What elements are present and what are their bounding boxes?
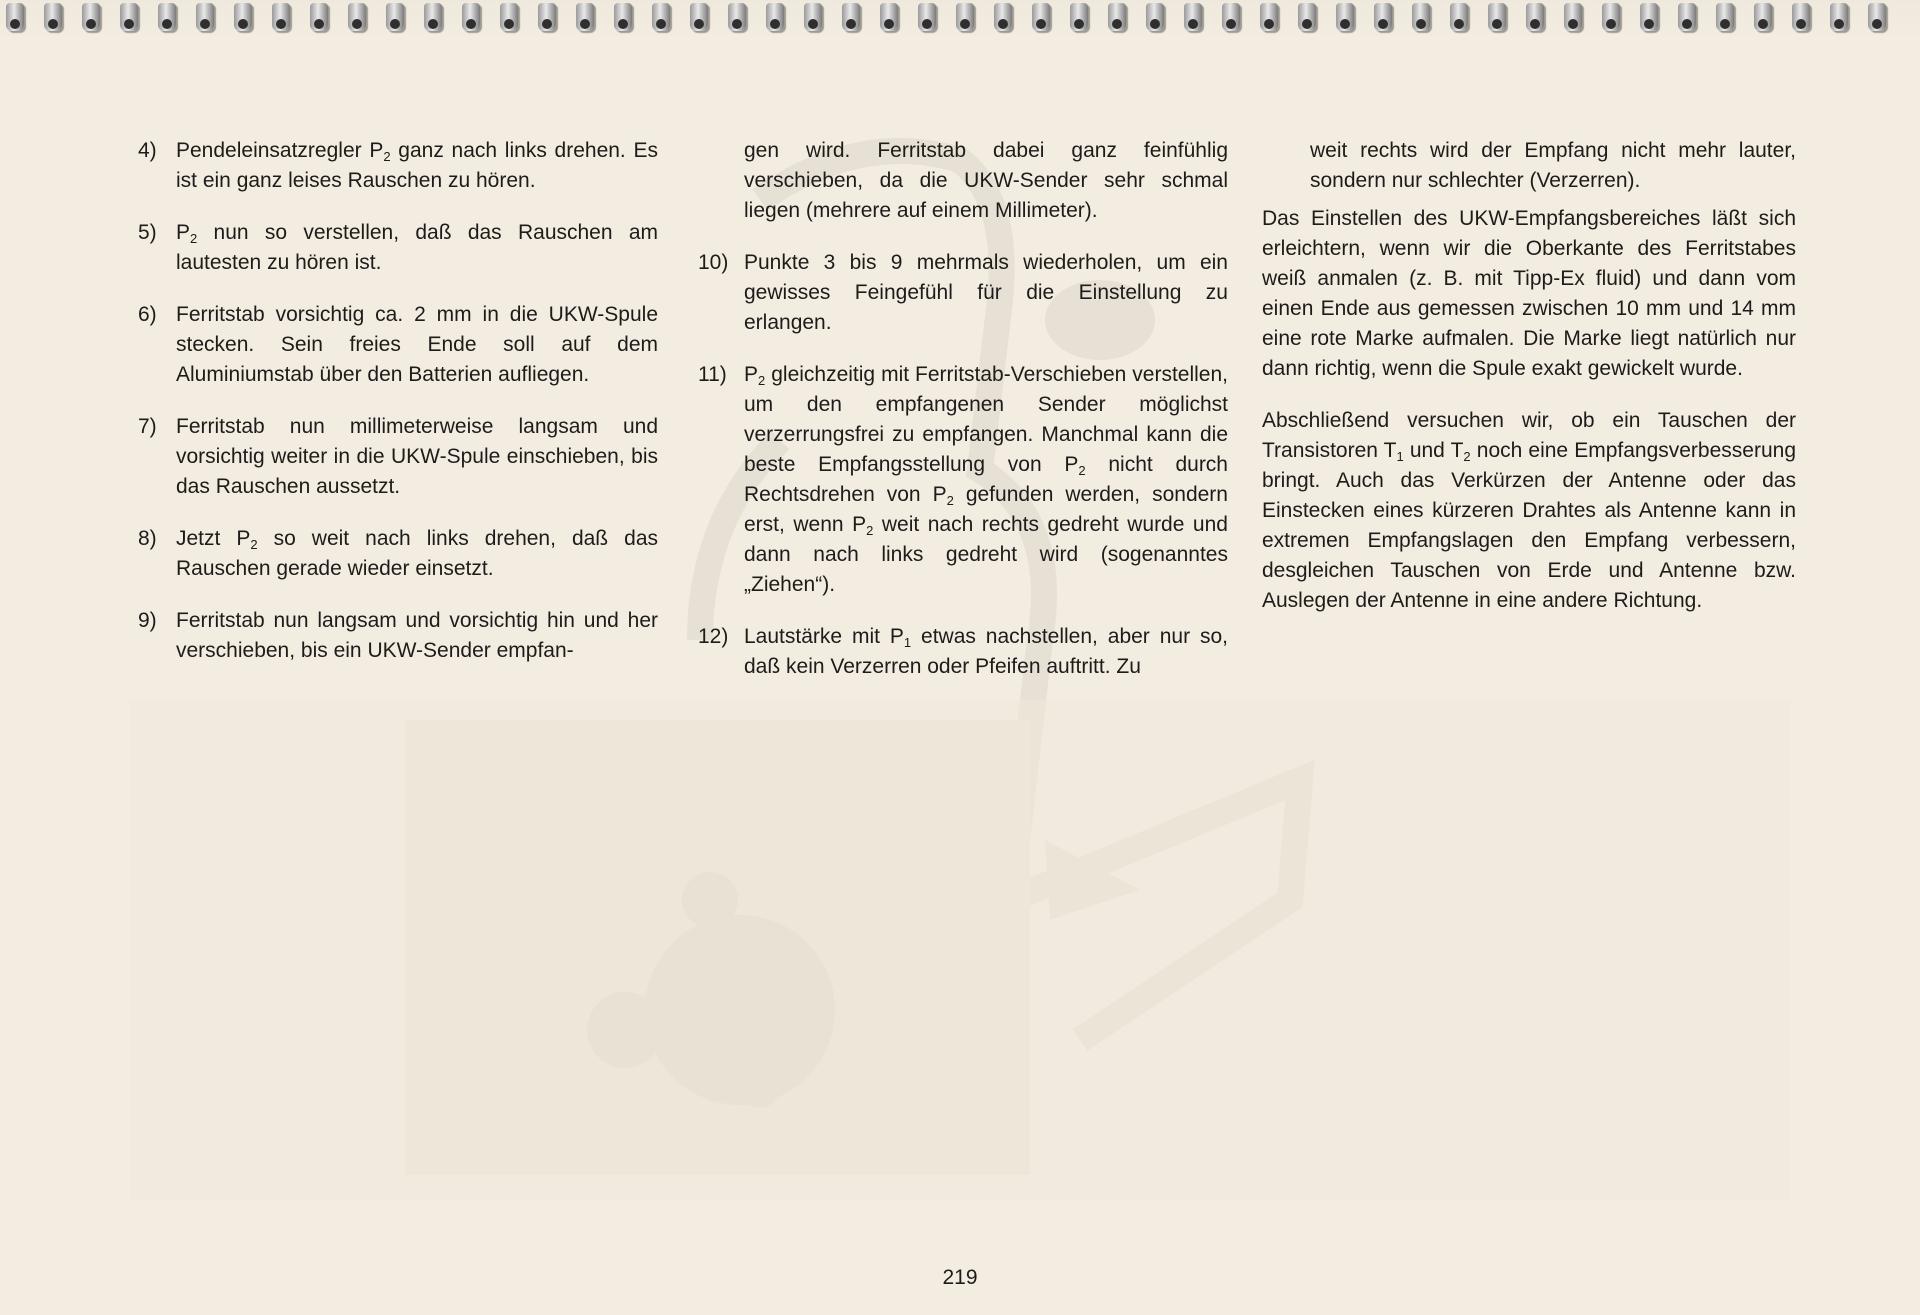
step-number: 10) xyxy=(698,251,729,274)
step-text: $P_2$ nun so verstellen, daß das Rauschen am lautesten zu hören ist. xyxy=(176,221,658,274)
page-number: 219 xyxy=(942,1266,978,1289)
step-number: 9) xyxy=(138,609,157,632)
step-text: Lautstärke mit $P_1$ etwas nachstellen, aber nur so, daß kein Verzerren oder Pfeifen auftritt. Zu xyxy=(744,625,1228,678)
step-number: 5) xyxy=(138,221,157,244)
paragraph-conclusion: Abschließend versuchen wir, ob ein Tauschen der Transistoren $T_1$ und $T_2$ noch eine Empfangsverbesserung bringt. Auch das Verkürzen der Antenne oder das Einstecken eines kürzeren Drahtes als Antenne kann in extremen Empfangslagen den Empfang verbessern, desgleichen Tauschen von Erde und Antenne bzw. Auslegen der Antenne in eine andere Richtung. xyxy=(1262,409,1796,612)
step-8 xyxy=(138,524,658,584)
step-number: 6) xyxy=(138,303,157,326)
step-number: 11) xyxy=(698,363,727,386)
step-number: 8) xyxy=(138,527,157,550)
step-number: 7) xyxy=(138,415,157,438)
step-number: 4) xyxy=(138,139,157,162)
paragraph-ukw-range: Das Einstellen des UKW-Empfangsbereiches läßt sich erleichtern, wenn wir die Oberkante des Ferritstabes weiß anmalen (z. B. mit Tipp-Ex fluid) und dann vom einen Ende aus gemessen zwischen 10 mm und 14 mm eine rote Marke aufmalen. Die Marke liegt natürlich nur dann richtig, wenn die Spule exakt gewickelt wurde. xyxy=(1262,207,1796,380)
step-9 xyxy=(138,606,658,666)
column-3 xyxy=(1262,136,1796,638)
step-10 xyxy=(698,248,1228,338)
step-11 xyxy=(698,360,1228,600)
step-12 xyxy=(698,622,1228,682)
step-text: $P_2$ gleichzeitig mit Ferritstab-Verschieben verstellen, um den empfangenen Sender möglichst verzerrungsfrei zu empfangen. Manchmal kann die beste Empfangsstellung von $P_2$ nicht durch Rechtsdrehen von $P_2$ gefunden werden, sondern erst, wenn $P_2$ weit nach rechts gedreht wurde und dann nach links gedreht wird (sogenanntes „Ziehen“). xyxy=(744,363,1228,596)
watermark-lower-area xyxy=(130,700,1790,1200)
step-text: Jetzt $P_2$ so weit nach links drehen, daß das Rauschen gerade wieder einsetzt. xyxy=(176,527,658,580)
step-4 xyxy=(138,136,658,196)
step-text: Ferritstab vorsichtig ca. 2 mm in die UKW-Spule stecken. Sein freies Ende soll auf dem Aluminiumstab über den Batterien aufliegen. xyxy=(176,303,658,386)
step-12-continuation: weit rechts wird der Empfang nicht mehr lauter, sondern nur schlechter (Verzerren). xyxy=(1310,139,1796,192)
step-text: Ferritstab nun langsam und vorsichtig hin und her verschieben, bis ein UKW-Sender empfan- xyxy=(176,609,658,662)
step-7 xyxy=(138,412,658,502)
step-5 xyxy=(138,218,658,278)
step-9-continuation: gen wird. Ferritstab dabei ganz feinfühlig verschieben, da die UKW-Sender sehr schmal liegen (mehrere auf einem Millimeter). xyxy=(744,139,1228,222)
step-text: Ferritstab nun millimeterweise langsam und vorsichtig weiter in die UKW-Spule einschieben, bis das Rauschen aussetzt. xyxy=(176,415,658,498)
step-6 xyxy=(138,300,658,390)
step-number: 12) xyxy=(698,625,729,648)
step-text: Pendeleinsatzregler $P_2$ ganz nach links drehen. Es ist ein ganz leises Rauschen zu hören. xyxy=(176,139,658,192)
column-1 xyxy=(138,136,658,688)
step-text: Punkte 3 bis 9 mehrmals wiederholen, um ein gewisses Feingefühl für die Einstellung zu erlangen. xyxy=(744,251,1228,334)
column-2 xyxy=(698,136,1228,704)
